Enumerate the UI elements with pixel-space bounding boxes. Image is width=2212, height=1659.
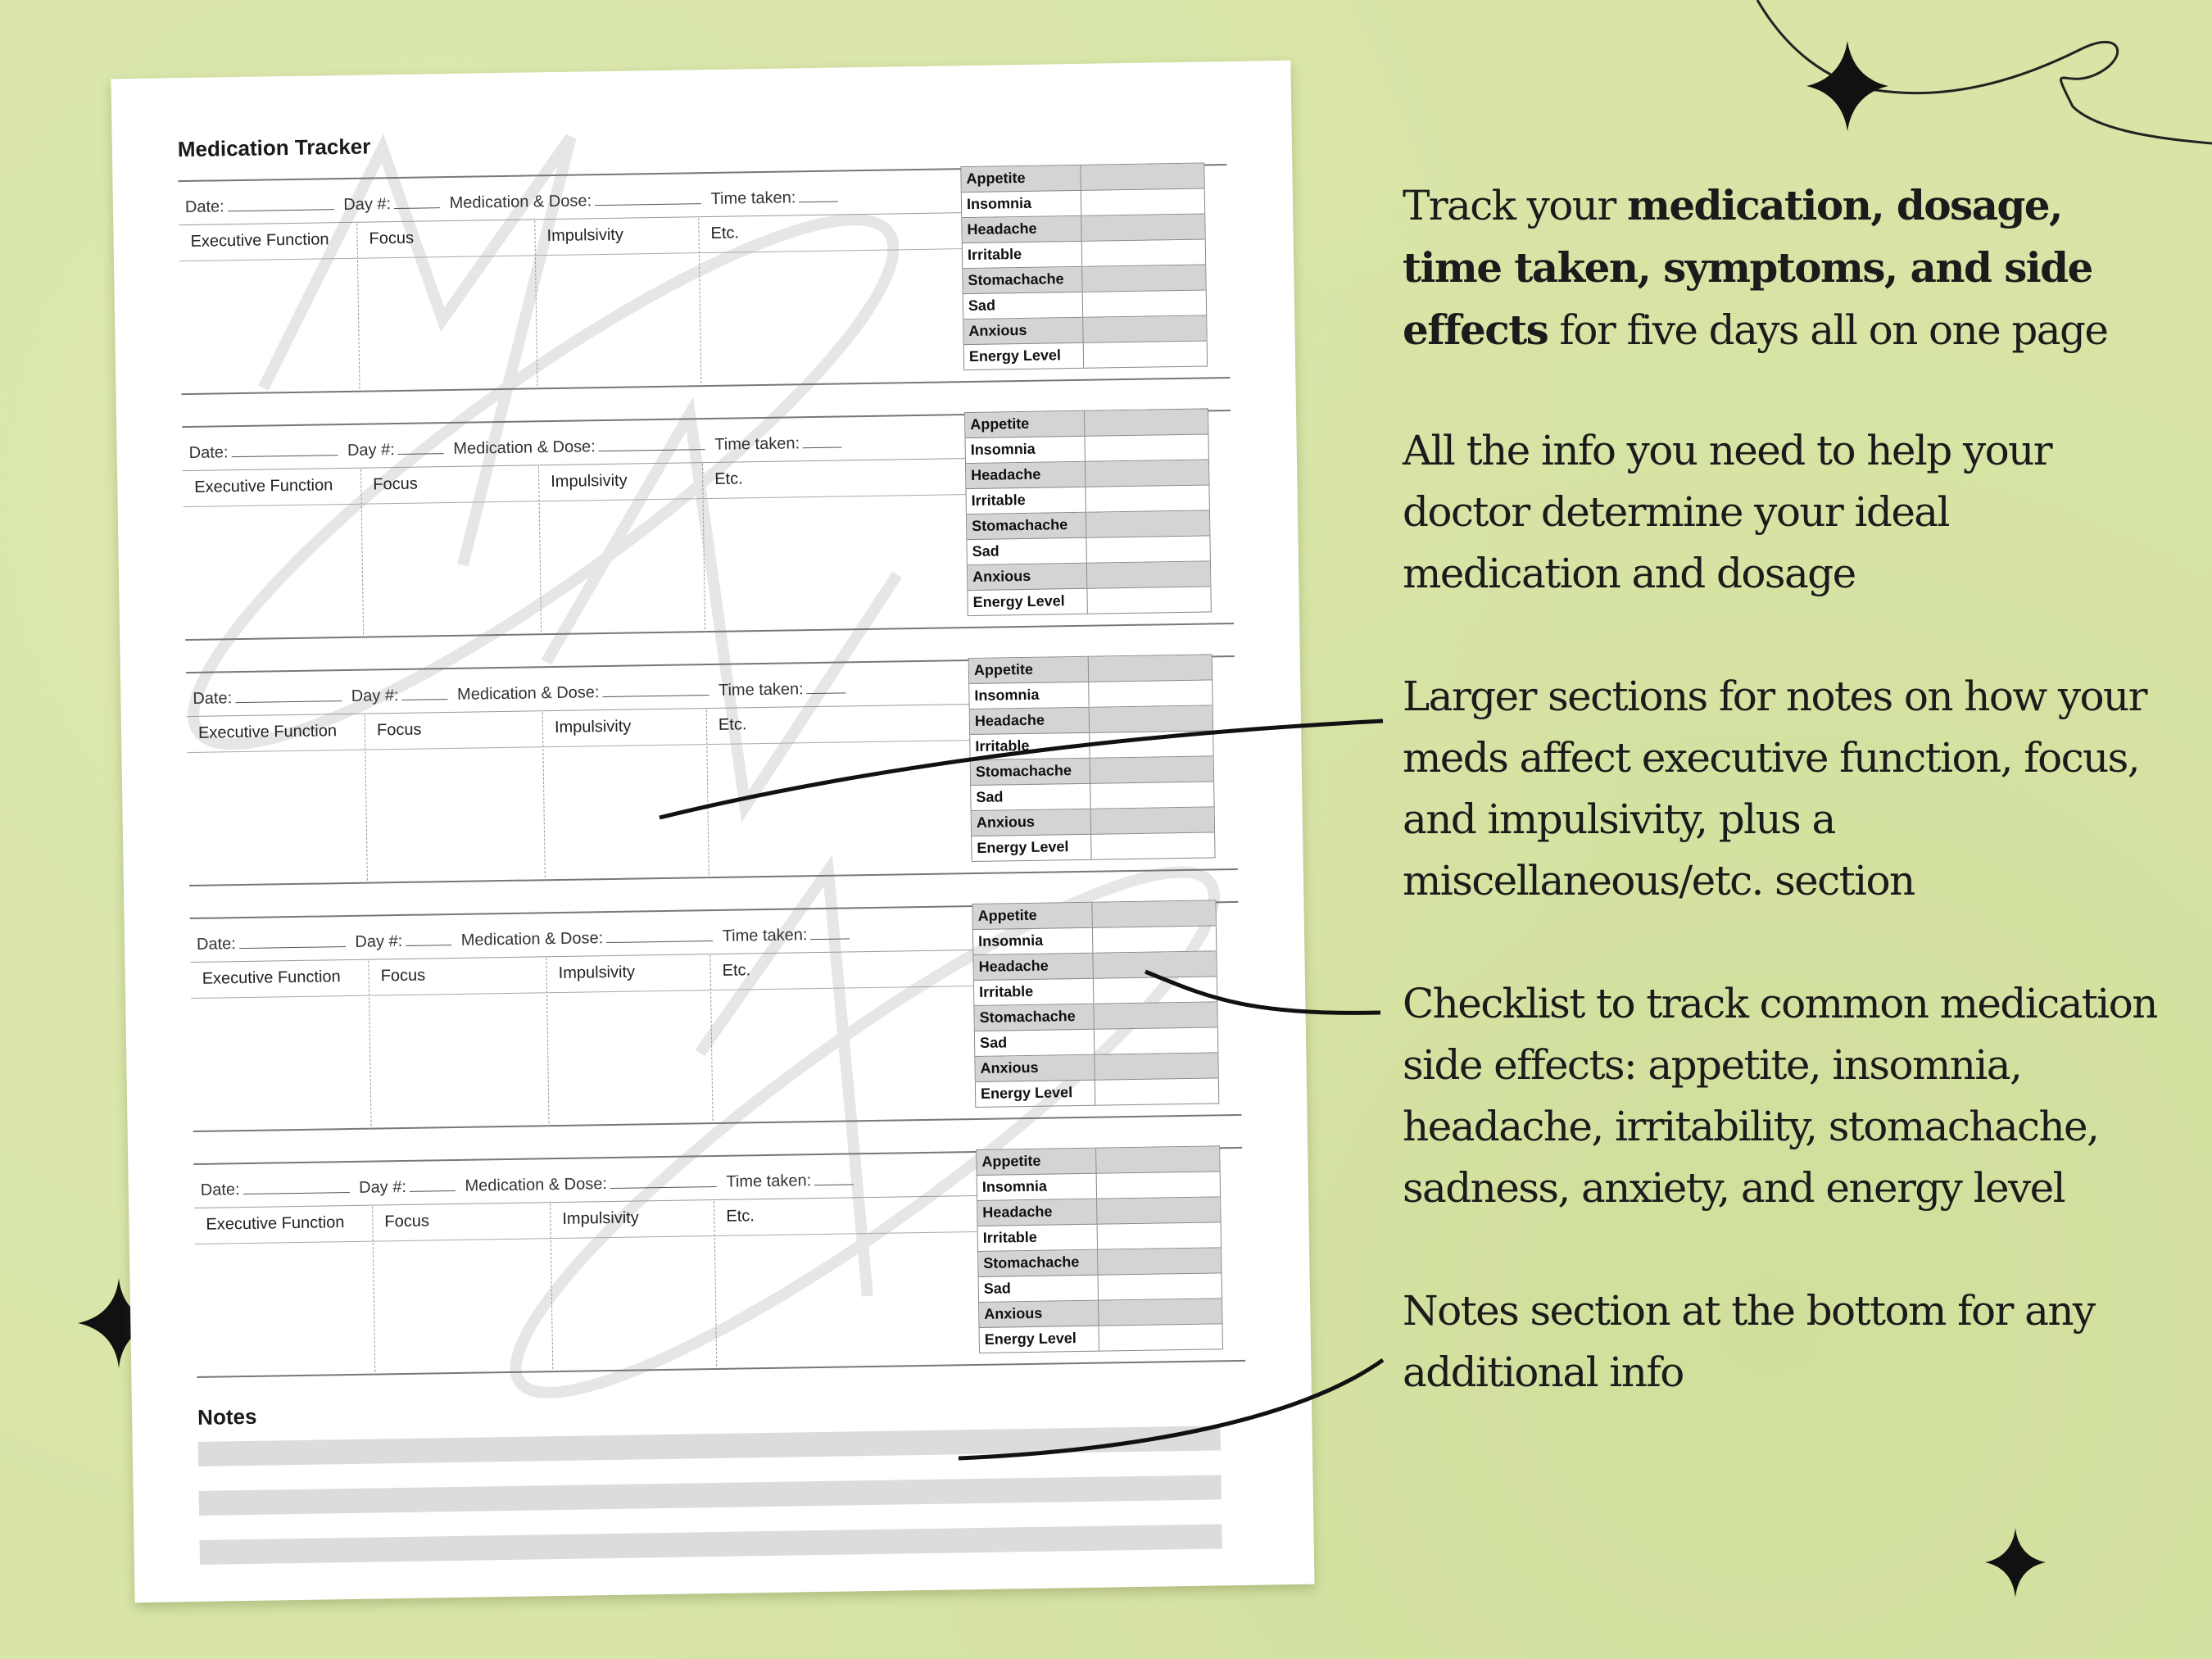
date-label: Date:: [184, 197, 224, 217]
date-label: Date:: [188, 443, 229, 462]
time-field[interactable]: [803, 435, 842, 448]
time-field[interactable]: [799, 189, 838, 202]
medication-label: Medication & Dose:: [465, 1175, 608, 1195]
column-label: Focus: [384, 1212, 430, 1231]
checklist-row[interactable]: Insomnia: [977, 1172, 1220, 1201]
day-label: Day #:: [347, 441, 395, 460]
medication-label: Medication & Dose:: [460, 929, 604, 950]
date-field[interactable]: [243, 1181, 349, 1194]
checklist-row[interactable]: Anxious: [963, 315, 1206, 345]
feature-checklist: Checklist to track common medication side effects: appetite, insomnia, headache, irritability, stomachache, sadness, anxiety, and energy level: [1403, 980, 2157, 1212]
notes-title: Notes: [197, 1403, 257, 1430]
checklist-row[interactable]: Sad: [979, 1273, 1222, 1303]
day-entry: [190, 901, 1242, 1132]
day-label: Day #:: [355, 931, 403, 951]
time-field[interactable]: [814, 1172, 854, 1185]
column-label: Focus: [373, 474, 418, 494]
time-label: Time taken:: [722, 926, 808, 945]
executive-function-column[interactable]: [187, 715, 367, 883]
date-field[interactable]: [231, 443, 338, 457]
executive-function-column[interactable]: [183, 469, 363, 637]
tracker-title: Medication Tracker: [177, 134, 371, 162]
checklist-row[interactable]: Energy Level: [968, 587, 1210, 615]
feature-larger-sections: Larger sections for notes on how your meds affect executive function, focus, and impulsivity, plus a miscellaneous/etc. section: [1403, 673, 2146, 904]
checklist-row[interactable]: Stomachache: [974, 1002, 1217, 1031]
column-label: Impulsivity: [554, 717, 632, 737]
focus-column[interactable]: [368, 958, 548, 1126]
impulsivity-column[interactable]: [546, 955, 712, 1123]
checklist-row[interactable]: Anxious: [972, 807, 1214, 836]
impulsivity-column[interactable]: [550, 1201, 716, 1369]
checklist-row[interactable]: Irritable: [974, 977, 1217, 1006]
checklist-row[interactable]: Sad: [967, 536, 1209, 565]
checklist-row[interactable]: Energy Level: [976, 1078, 1218, 1107]
date-label: Date:: [200, 1181, 240, 1199]
medication-field[interactable]: [610, 1175, 717, 1189]
medication-label: Medication & Dose:: [456, 683, 600, 704]
impulsivity-column[interactable]: [534, 218, 700, 386]
checklist-row[interactable]: Irritable: [978, 1222, 1221, 1252]
column-label: Etc.: [718, 715, 747, 734]
side-effects-checklist: [972, 900, 1219, 1108]
entry-header: [193, 678, 913, 709]
date-field[interactable]: [228, 197, 334, 211]
column-label: Focus: [376, 720, 422, 740]
medication-field[interactable]: [606, 929, 713, 943]
checklist-row[interactable]: Anxious: [968, 561, 1210, 591]
day-field[interactable]: [394, 196, 440, 209]
checklist-row[interactable]: Appetite: [977, 1146, 1219, 1176]
checklist-row[interactable]: Headache: [970, 705, 1213, 735]
etc-column[interactable]: [706, 705, 972, 875]
feature-tracking: Track your medication, dosage, time taken, symptoms, and side effects for five days all on one page: [1403, 181, 2108, 354]
checklist-row[interactable]: Insomnia: [973, 926, 1216, 955]
column-label: Impulsivity: [546, 225, 624, 246]
checklist-row[interactable]: Appetite: [961, 163, 1203, 193]
executive-function-column[interactable]: [179, 224, 359, 392]
side-effects-checklist: [960, 162, 1208, 370]
column-label: Impulsivity: [558, 963, 636, 982]
column-label: Executive Function: [197, 722, 338, 742]
time-field[interactable]: [810, 927, 850, 940]
tracker-sheet: [111, 61, 1314, 1602]
checklist-row[interactable]: Insomnia: [969, 680, 1212, 709]
executive-function-column[interactable]: [194, 1207, 374, 1375]
impulsivity-column[interactable]: [542, 709, 709, 877]
entry-header: [188, 433, 909, 463]
side-effects-checklist: [964, 408, 1212, 616]
day-field[interactable]: [406, 933, 451, 946]
etc-column[interactable]: [702, 460, 968, 629]
date-label: Date:: [196, 935, 237, 954]
time-label: Time taken:: [714, 434, 800, 454]
column-label: Executive Function: [190, 230, 329, 251]
day-field[interactable]: [401, 687, 447, 700]
checklist-row[interactable]: Headache: [977, 1197, 1220, 1226]
checklist-row[interactable]: Appetite: [972, 900, 1215, 930]
column-label: Etc.: [714, 469, 743, 488]
checklist-row[interactable]: Stomachache: [971, 756, 1213, 786]
checklist-row[interactable]: Irritable: [970, 731, 1213, 760]
checklist-row[interactable]: Energy Level: [964, 341, 1207, 369]
column-label: Etc.: [726, 1207, 755, 1226]
checklist-row[interactable]: Irritable: [966, 485, 1208, 514]
checklist-row[interactable]: Stomachache: [967, 510, 1209, 540]
etc-column[interactable]: [714, 1197, 979, 1367]
etc-column[interactable]: [709, 951, 975, 1121]
checklist-row[interactable]: Sad: [963, 290, 1206, 320]
checklist-row[interactable]: Stomachache: [978, 1248, 1221, 1277]
focus-column[interactable]: [372, 1203, 552, 1371]
checklist-row[interactable]: Headache: [962, 214, 1204, 243]
checklist-row[interactable]: Energy Level: [980, 1324, 1222, 1353]
time-label: Time taken:: [718, 680, 804, 700]
day-label: Day #:: [343, 195, 392, 214]
checklist-row[interactable]: Irritable: [963, 239, 1205, 269]
impulsivity-column[interactable]: [538, 464, 705, 632]
entry-header: [197, 924, 918, 954]
column-label: Focus: [380, 966, 426, 986]
side-effects-checklist: [968, 654, 1216, 862]
checklist-row[interactable]: Sad: [971, 782, 1213, 811]
day-entry: [178, 164, 1230, 395]
column-label: Executive Function: [206, 1213, 345, 1234]
date-label: Date:: [193, 689, 233, 708]
column-label: Etc.: [722, 961, 751, 980]
day-field[interactable]: [410, 1179, 456, 1192]
checklist-row[interactable]: Insomnia: [966, 434, 1208, 464]
time-label: Time taken:: [710, 188, 796, 208]
time-label: Time taken:: [726, 1172, 812, 1191]
medication-field[interactable]: [595, 192, 701, 206]
day-entry: [193, 1147, 1245, 1378]
feature-notes: Notes section at the bottom for any additional info: [1403, 1287, 2095, 1396]
checklist-row[interactable]: Appetite: [969, 655, 1212, 684]
checklist-row[interactable]: Insomnia: [962, 188, 1204, 218]
medication-label: Medication & Dose:: [453, 437, 596, 458]
entry-header: [185, 187, 906, 217]
medication-field[interactable]: [602, 683, 709, 697]
column-label: Executive Function: [194, 476, 333, 496]
executive-function-column[interactable]: [190, 961, 370, 1129]
day-label: Day #:: [358, 1177, 407, 1197]
medication-field[interactable]: [599, 437, 705, 451]
date-field[interactable]: [235, 689, 342, 703]
focus-column[interactable]: [356, 220, 537, 388]
checklist-row[interactable]: Headache: [973, 951, 1216, 981]
etc-column[interactable]: [698, 214, 963, 383]
column-label: Focus: [369, 229, 415, 248]
medication-label: Medication & Dose:: [449, 192, 592, 212]
column-label: Executive Function: [202, 968, 341, 988]
feature-doctor-info: All the info you need to help your doctor determine your ideal medication and dosage: [1403, 427, 2052, 597]
side-effects-checklist: [976, 1145, 1223, 1353]
column-label: Impulsivity: [562, 1208, 639, 1228]
time-field[interactable]: [807, 681, 846, 694]
checklist-row[interactable]: Headache: [966, 460, 1208, 489]
checklist-row[interactable]: Appetite: [965, 409, 1208, 438]
checklist-row[interactable]: Anxious: [975, 1053, 1217, 1082]
day-label: Day #:: [351, 687, 399, 705]
checklist-row[interactable]: Sad: [975, 1027, 1217, 1057]
focus-column[interactable]: [365, 712, 545, 880]
date-field[interactable]: [239, 935, 346, 949]
entry-header: [201, 1170, 922, 1200]
day-entry: [186, 655, 1238, 886]
focus-column[interactable]: [360, 466, 541, 634]
column-label: Etc.: [710, 224, 740, 243]
checklist-row[interactable]: Energy Level: [972, 832, 1214, 861]
checklist-row[interactable]: Anxious: [979, 1299, 1222, 1328]
day-field[interactable]: [398, 442, 444, 455]
checklist-row[interactable]: Stomachache: [963, 265, 1205, 294]
day-entry: [182, 410, 1234, 641]
column-label: Impulsivity: [551, 471, 628, 492]
